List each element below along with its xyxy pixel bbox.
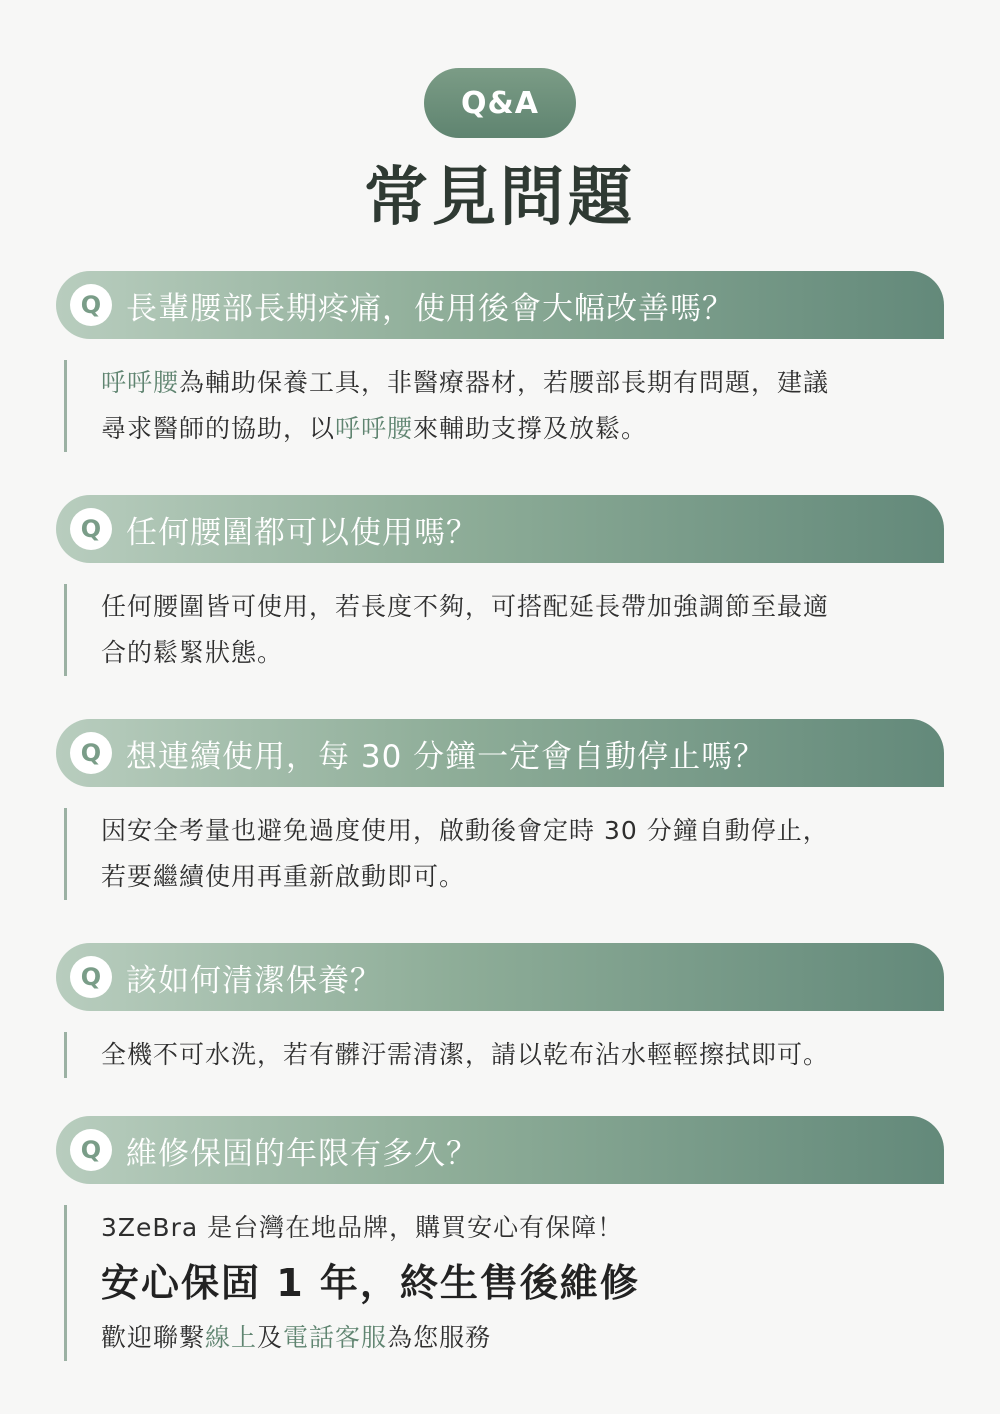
question-bar-2 xyxy=(56,495,944,563)
q-icon: Q xyxy=(70,508,112,550)
answer-5-line-3 xyxy=(101,1315,944,1361)
answer-2 xyxy=(64,584,944,676)
question-text-4: 該如何清潔保養？ xyxy=(126,962,382,999)
question-text-2: 任何腰圍都可以使用嗎？ xyxy=(126,514,478,551)
contact-text-c: 為您服務 xyxy=(387,1323,492,1352)
online-service-highlight: 線上 xyxy=(205,1323,258,1352)
warranty-headline: 安心保固 1 年，終生售後維修 xyxy=(101,1261,640,1305)
q-icon: Q xyxy=(70,956,112,998)
answer-1-text-a: 為輔助保養工具，非醫療器材，若腰部長期有問題，建議 xyxy=(179,368,830,397)
answer-4-line-1: 全機不可水洗，若有髒汙需清潔，請以乾布沾水輕輕擦拭即可。 xyxy=(101,1040,830,1069)
answer-2-line-1: 任何腰圍皆可使用，若長度不夠，可搭配延長帶加強調節至最適 xyxy=(101,592,830,621)
question-bar-4 xyxy=(56,943,944,1011)
answer-3-line-2: 若要繼續使用再重新啟動即可。 xyxy=(101,862,466,891)
question-bar-3 xyxy=(56,719,944,787)
answer-3-line-1: 因安全考量也避免過度使用，啟動後會定時 30 分鐘自動停止， xyxy=(101,816,829,845)
q-icon: Q xyxy=(70,732,112,774)
answer-2-line-2: 合的鬆緊狀態。 xyxy=(101,638,284,667)
contact-text-b: 及 xyxy=(257,1323,284,1352)
answer-1-text-c: 來輔助支撐及放鬆。 xyxy=(413,414,648,443)
answer-5-line-1: 3ZeBra 是台灣在地品牌，購買安心有保障！ xyxy=(101,1213,624,1242)
page-title: 常見問題 xyxy=(364,161,636,235)
answer-5 xyxy=(64,1205,944,1361)
answer-4 xyxy=(64,1032,944,1078)
qa-badge: Q&A xyxy=(424,68,576,138)
product-name-highlight: 呼呼腰 xyxy=(101,368,180,397)
question-bar-1 xyxy=(56,271,944,339)
contact-text-a: 歡迎聯繫 xyxy=(101,1323,206,1352)
question-text-1: 長輩腰部長期疼痛，使用後會大幅改善嗎？ xyxy=(126,290,734,327)
answer-1-line-1 xyxy=(101,360,944,406)
q-icon: Q xyxy=(70,284,112,326)
answer-3 xyxy=(64,808,944,900)
answer-1-text-b: 尋求醫師的協助，以 xyxy=(101,414,336,443)
answer-1-line-2 xyxy=(101,406,944,452)
question-text-3: 想連續使用，每 30 分鐘一定會自動停止嗎？ xyxy=(126,738,766,775)
answer-1 xyxy=(64,360,944,452)
question-bar-5 xyxy=(56,1116,944,1184)
phone-service-highlight: 電話客服 xyxy=(283,1323,388,1352)
question-text-5: 維修保固的年限有多久？ xyxy=(126,1135,478,1172)
product-name-highlight: 呼呼腰 xyxy=(335,414,414,443)
q-icon: Q xyxy=(70,1129,112,1171)
